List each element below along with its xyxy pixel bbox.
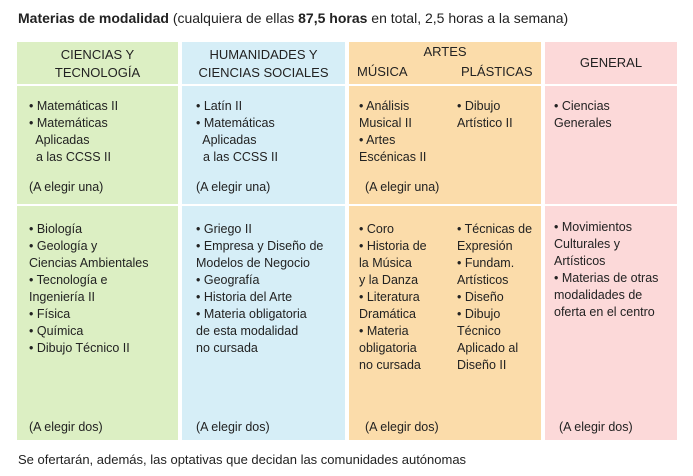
title-detail-post: en total, 2,5 horas a la semana) (367, 10, 569, 26)
column-header-ciencias: CIENCIAS Y TECNOLOGÍA (54, 47, 141, 80)
ciencias-bottom-list: • Biología • Geología y Ciencias Ambientales • Tecnología e Ingeniería II • Física • Química • Dibujo Técnico II (29, 222, 149, 355)
title-detail-hours: 87,5 horas (298, 10, 368, 26)
title-bold: Materias de modalidad (18, 10, 169, 26)
row-divider (545, 204, 677, 206)
row-divider (17, 84, 178, 86)
musica-bottom-list: • Coro • Historia de la Música y la Danza • Literatura Dramática • Materia obligatoria no cursada (359, 222, 427, 372)
artes-sub-plasticas: PLÁSTICAS (461, 64, 533, 79)
column-ciencias (17, 42, 178, 440)
artes-bottom-note: (A elegir dos) (365, 420, 439, 434)
humanidades-bottom-list: • Griego II • Empresa y Diseño de Modelos de Negocio • Geografía • Historia del Arte • Materia obligatoria de esta modalidad no cursada (196, 222, 324, 355)
column-header-humanidades: HUMANIDADES Y CIENCIAS SOCIALES (198, 47, 329, 80)
general-top-list: • Ciencias Generales (554, 99, 612, 130)
row-divider (182, 204, 345, 206)
ciencias-top-note: (A elegir una) (29, 180, 104, 194)
plasticas-top-list: • Dibujo Artístico II (457, 99, 513, 130)
artes-sub-musica: MÚSICA (357, 64, 408, 79)
humanidades-top-note: (A elegir una) (196, 180, 271, 194)
row-divider (349, 84, 541, 86)
column-artes (349, 42, 541, 440)
musica-top-list: • Análisis Musical II • Artes Escénicas II (359, 99, 427, 164)
table-title (18, 10, 568, 26)
column-general (545, 42, 677, 440)
column-humanidades (182, 42, 345, 440)
artes-top-note: (A elegir una) (365, 180, 440, 194)
title-detail-pre: (cualquiera de ellas (168, 10, 299, 26)
general-bottom-note: (A elegir dos) (559, 420, 633, 434)
general-bottom-list: • Movimientos Culturales y Artísticos • Materias de otras modalidades de oferta en el centro (554, 220, 659, 319)
row-divider (545, 84, 677, 86)
column-header-artes: ARTES (423, 44, 467, 59)
row-divider (17, 204, 178, 206)
humanidades-bottom-note: (A elegir dos) (196, 420, 270, 434)
plasticas-bottom-list: • Técnicas de Expresión • Fundam. Artísticos • Diseño • Dibujo Técnico Aplicado al Diseño II (457, 222, 533, 372)
footer-note: Se ofertarán, además, las optativas que decidan las comunidades autónomas (18, 452, 467, 467)
row-divider (349, 204, 541, 206)
ciencias-top-list: • Matemáticas II • Matemáticas Aplicadas a las CCSS II (29, 99, 119, 164)
ciencias-bottom-note: (A elegir dos) (29, 420, 103, 434)
row-divider (182, 84, 345, 86)
column-header-general: GENERAL (579, 55, 643, 70)
humanidades-top-list: • Latín II • Matemáticas Aplicadas a las CCSS II (196, 99, 278, 164)
